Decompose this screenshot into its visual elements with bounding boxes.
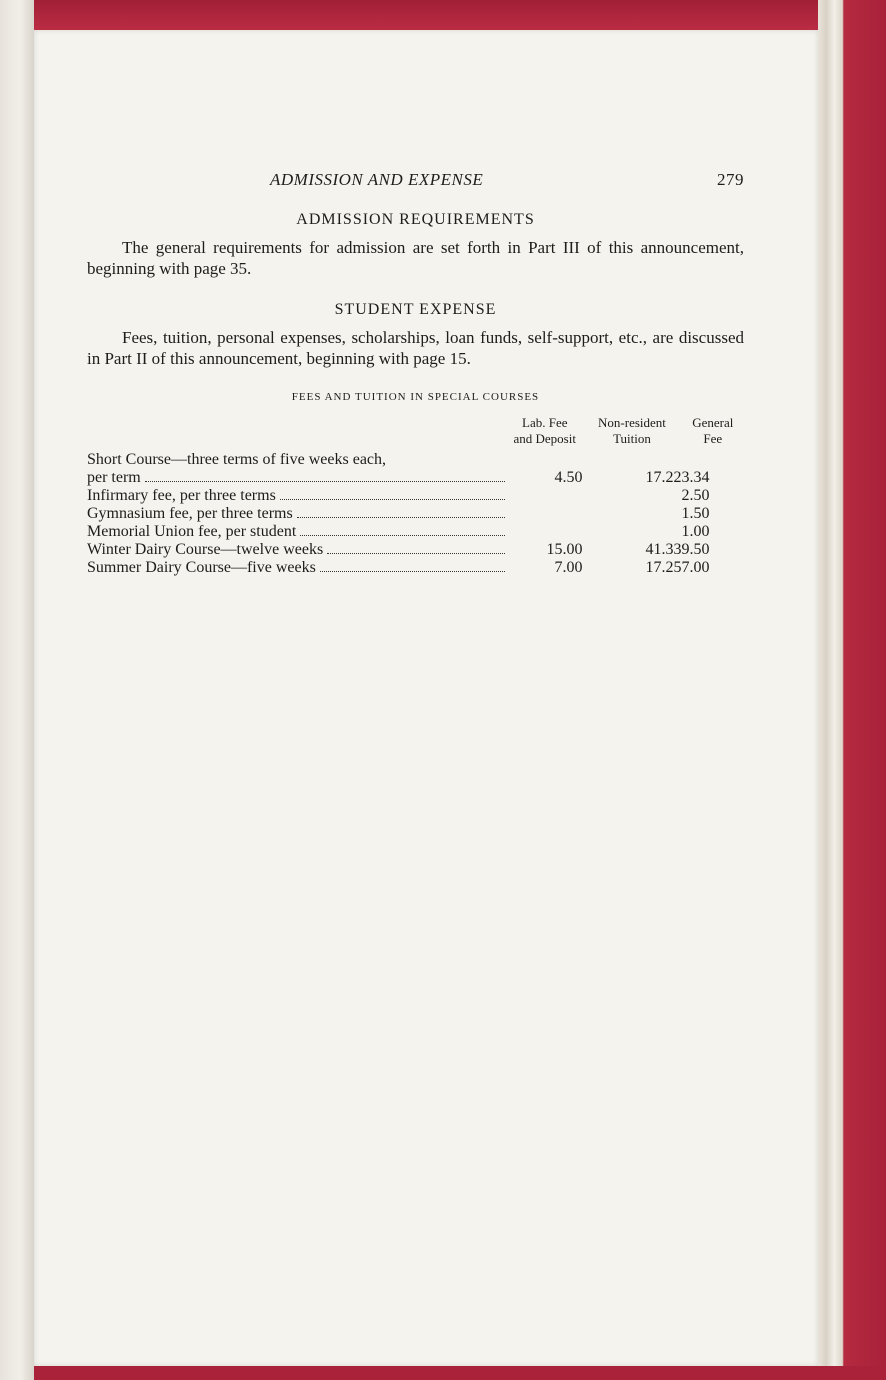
table-row — [87, 559, 744, 577]
expense-heading: STUDENT EXPENSE — [334, 301, 497, 318]
lab-fee-cell: 7.00 — [554, 559, 583, 576]
tuition-cell: 17.22 — [645, 469, 682, 486]
book-cover-top — [34, 0, 886, 30]
table-row — [87, 487, 744, 505]
lab-fee-cell: 4.50 — [554, 469, 583, 486]
general-fee-cell: 9.50 — [681, 541, 710, 558]
row-label: Gymnasium fee, per three terms — [87, 505, 293, 522]
dot-leader — [327, 553, 505, 554]
book-cover-right-edge — [818, 0, 886, 1380]
dot-leader — [297, 517, 505, 518]
row-label: Summer Dairy Course—five weeks — [87, 559, 316, 576]
column-header-lab-fee: Lab. Fee and Deposit — [513, 415, 576, 446]
column-header-tuition: Non-resident Tuition — [598, 415, 666, 446]
facing-page-edge — [0, 0, 34, 1380]
row-label: Winter Dairy Course—twelve weeks — [87, 541, 324, 558]
row-label: Infirmary fee, per three terms — [87, 487, 276, 504]
expense-paragraph: Fees, tuition, personal expenses, scholarships, loan funds, self-support, etc., are discussed in Part II of this announcement, beginning with page 15. — [87, 328, 744, 368]
lab-fee-cell — [507, 523, 582, 541]
running-head-title: ADMISSION AND EXPENSE — [270, 170, 484, 189]
dot-leader — [300, 535, 505, 536]
table-row — [87, 505, 744, 523]
table-row — [87, 469, 744, 487]
page-content — [87, 170, 744, 577]
book-cover-bottom — [34, 1366, 886, 1380]
table-row — [87, 451, 744, 469]
fees-table-heading: FEES AND TUITION IN SPECIAL COURSES — [291, 391, 540, 403]
row-label: Short Course—three terms of five weeks each, — [87, 451, 387, 468]
general-fee-cell: 1.00 — [681, 523, 710, 540]
general-fee-cell: 2.50 — [681, 487, 710, 504]
general-fee-cell: 7.00 — [681, 559, 710, 576]
fees-table — [87, 415, 744, 577]
row-label: per term — [87, 469, 141, 486]
dot-leader — [280, 499, 505, 500]
lab-fee-cell: 15.00 — [546, 541, 583, 558]
table-row — [87, 523, 744, 541]
book-page — [34, 30, 818, 1366]
tuition-cell: 41.33 — [645, 541, 682, 558]
dot-leader — [145, 481, 505, 482]
tuition-cell — [582, 505, 681, 523]
general-fee-cell: 1.50 — [681, 505, 710, 522]
admission-heading: ADMISSION REQUIREMENTS — [296, 211, 535, 228]
tuition-cell — [582, 523, 681, 541]
page-number: 279 — [717, 170, 744, 189]
column-header-general-fee: General Fee — [692, 415, 734, 446]
row-label: Memorial Union fee, per student — [87, 523, 297, 540]
lab-fee-cell — [507, 487, 582, 505]
dot-leader — [320, 571, 505, 572]
table-row — [87, 541, 744, 559]
lab-fee-cell — [507, 505, 582, 523]
general-fee-cell: 3.34 — [681, 469, 710, 486]
running-head — [87, 170, 744, 196]
tuition-cell — [582, 487, 681, 505]
tuition-cell: 17.25 — [645, 559, 682, 576]
admission-paragraph: The general requirements for admission are set forth in Part III of this announcement, beginning with page 35. — [87, 238, 744, 278]
